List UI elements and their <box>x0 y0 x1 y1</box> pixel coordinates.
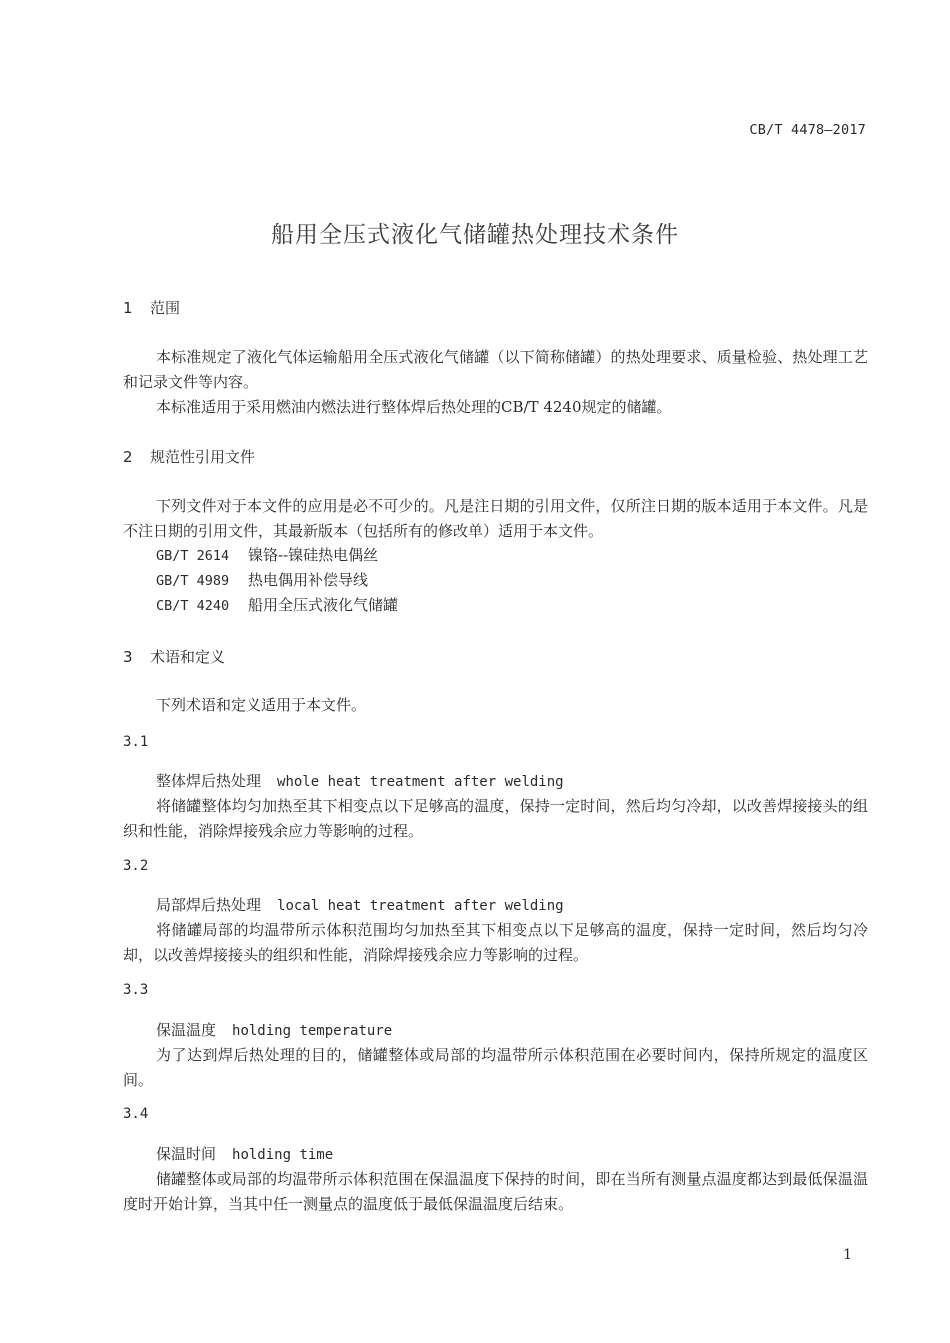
term-english: local heat treatment after welding <box>277 898 564 914</box>
standard-code: CB/T 4478—2017 <box>749 122 866 138</box>
term-definition: 将储罐整体均匀加热至其下相变点以下足够高的温度，保持一定时间，然后均匀冷却，以改善焊接接头的组织和性能，消除焊接残余应力等影响的过程。 <box>123 797 868 840</box>
reference-title: 船用全压式液化气储罐 <box>248 596 399 614</box>
term-definition: 储罐整体或局部的均温带所示体积范围在保温温度下保持的时间，即在当所有测量点温度都达到最低保温温度时开始计算，当其中任一测量点的温度低于最低保温温度后结束。 <box>123 1170 868 1213</box>
term-definition: 为了达到焊后热处理的目的，储罐整体或局部的均温带所示体积范围在必要时间内，保持所规定的温度区间。 <box>123 1046 868 1089</box>
term-heading <box>156 770 564 791</box>
term-english: holding temperature <box>232 1023 393 1039</box>
term-chinese: 整体焊后热处理 <box>156 772 262 790</box>
document-title: 船用全压式液化气储罐热处理技术条件 <box>271 222 679 248</box>
term-chinese: 局部焊后热处理 <box>156 896 262 914</box>
term-heading <box>156 894 564 915</box>
section-1-paragraph-1: 本标准规定了液化气体运输船用全压式液化气储罐（以下简称储罐）的热处理要求、质量检验、热处理工艺和记录文件等内容。 <box>123 348 868 391</box>
page-number: 1 <box>843 1247 852 1263</box>
section-title: 范围 <box>150 299 181 317</box>
reference-code: GB/T 4989 <box>156 573 230 589</box>
term-number: 3.2 <box>123 858 149 874</box>
reference-code: GB/T 2614 <box>156 548 230 564</box>
term-number: 3.4 <box>123 1106 149 1122</box>
term-english: holding time <box>232 1147 334 1163</box>
reference-item <box>156 544 378 565</box>
section-number: 1 <box>123 299 133 317</box>
section-title: 术语和定义 <box>150 648 226 666</box>
section-1-paragraph-2: 本标准适用于采用燃油内燃法进行整体焊后热处理的CB/T 4240规定的储罐。 <box>156 398 672 416</box>
term-definition: 将储罐局部的均温带所示体积范围均匀加热至其下相变点以下足够高的温度，保持一定时间，然后均匀冷却，以改善焊接接头的组织和性能，消除焊接残余应力等影响的过程。 <box>123 921 868 964</box>
section-2-heading <box>123 446 255 467</box>
section-number: 3 <box>123 648 133 666</box>
term-chinese: 保温温度 <box>156 1021 217 1039</box>
reference-code: CB/T 4240 <box>156 598 230 614</box>
section-number: 2 <box>123 448 133 466</box>
term-number: 3.1 <box>123 734 149 750</box>
reference-item <box>156 569 368 590</box>
section-3-intro: 下列术语和定义适用于本文件。 <box>156 696 367 714</box>
section-3-heading <box>123 646 225 667</box>
section-title: 规范性引用文件 <box>150 448 256 466</box>
term-english: whole heat treatment after welding <box>277 774 564 790</box>
term-heading <box>156 1019 392 1040</box>
term-chinese: 保温时间 <box>156 1145 217 1163</box>
reference-item <box>156 594 398 615</box>
reference-title: 热电偶用补偿导线 <box>248 571 369 589</box>
term-number: 3.3 <box>123 982 149 998</box>
section-2-intro: 下列文件对于本文件的应用是必不可少的。凡是注日期的引用文件，仅所注日期的版本适用于本文件。凡是不注日期的引用文件，其最新版本（包括所有的修改单）适用于本文件。 <box>123 497 868 540</box>
term-heading <box>156 1143 333 1164</box>
section-1-heading <box>123 297 180 318</box>
reference-title: 镍铬--镍硅热电偶丝 <box>248 546 379 564</box>
